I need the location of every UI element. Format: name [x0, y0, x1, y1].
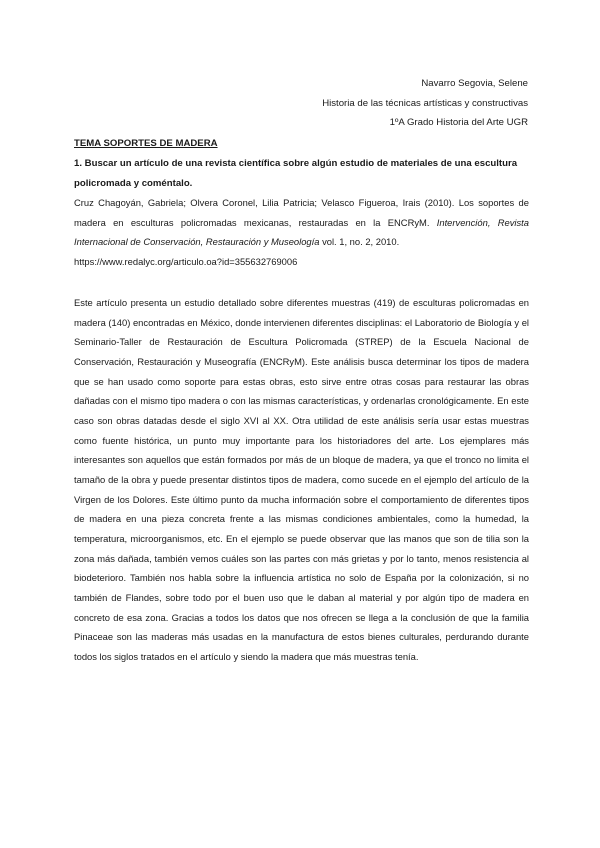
body-paragraph: Este artículo presenta un estudio detallado sobre diferentes muestras (419) de esculturas policromadas en madera (140) encontradas en México, donde intervienen diferentes disciplinas: el Laboratorio de Biología y el Seminario-Taller de Restauración de Escultura Policromada (STREP) de la Escuela Nacional de Conservación, Restauración y Museografía (ENCRyM). Este análisis busca determinar los tipos de madera que se han usado como soporte para estas obras, esto sirve entre otras cosas para restaurar las obras dañadas con el mismo tipo madera o con las mismas características, y ordenarlas cronológicamente. En este caso son obras datadas desde el siglo XVI al XX. Otra utilidad de este análisis sería usar estas muestras como fuente histórica, un punto muy importante para los historiadores del arte. Los ejemplares más interesantes son aquellos que están formados por más de un bloque de madera, ya que el tronco no limita el tamaño de la obra y puede presentar distintos tipos de madera, como sucede en el ejemplo del artículo de la Virgen de los Dolores. Este último punto da mucha información sobre el comportamiento de diferentes tipos de madera en una pieza concreta frente a las mismas condiciones ambientales, como la humedad, la temperatura, microorganismos, etc. En el ejemplo se puede observar que las manos que son de tilia son la zona más dañada, también vemos cuáles son las partes con más grietas y por lo tanto, menos resistencia al biodeterioro. También nos habla sobre la influencia artística no solo de España por la colonización, si no también de Flandes, sobre todo por el buen uso que le daban al material y por algún tipo de madera en concreto de esa zona. Gracias a todos los datos que nos ofrecen se llega a la conclusión de que la familia Pinaceae son las maderas más usadas en la manufactura de estos bienes culturales, perdurando durante todos los siglos tratados en el artículo y siendo la madera que más muestras tenía. [74, 297, 529, 662]
citation-details: vol. 1, no. 2, 2010. [322, 236, 400, 248]
citation-journal: Intervención, Revista Internacional de Conservación, Restauración y Museología [74, 216, 529, 248]
document-header [322, 74, 528, 133]
author-name: Navarro Segovia, Selene [421, 78, 528, 89]
question-text: 1. Buscar un artículo de una revista científica sobre algún estudio de materiales de una escultura policromada y coméntalo. [74, 158, 518, 189]
group-name: 1ºA Grado Historia del Arte UGR [389, 117, 528, 128]
topic-heading: TEMA SOPORTES DE MADERA [74, 138, 218, 149]
citation-authors: Cruz Chagoyán, Gabriela; Olvera Coronel, Lilia Patricia; Velasco Figueroa, Irais (2010). Los soportes de madera en esculturas policromadas mexicanas, restauradas en la ENCRyM. [74, 197, 529, 228]
citation-url: https://www.redalyc.org/articulo.oa?id=355632769006 [74, 255, 298, 267]
course-name: Historia de las técnicas artísticas y constructivas [322, 97, 528, 109]
citation [74, 193, 529, 271]
